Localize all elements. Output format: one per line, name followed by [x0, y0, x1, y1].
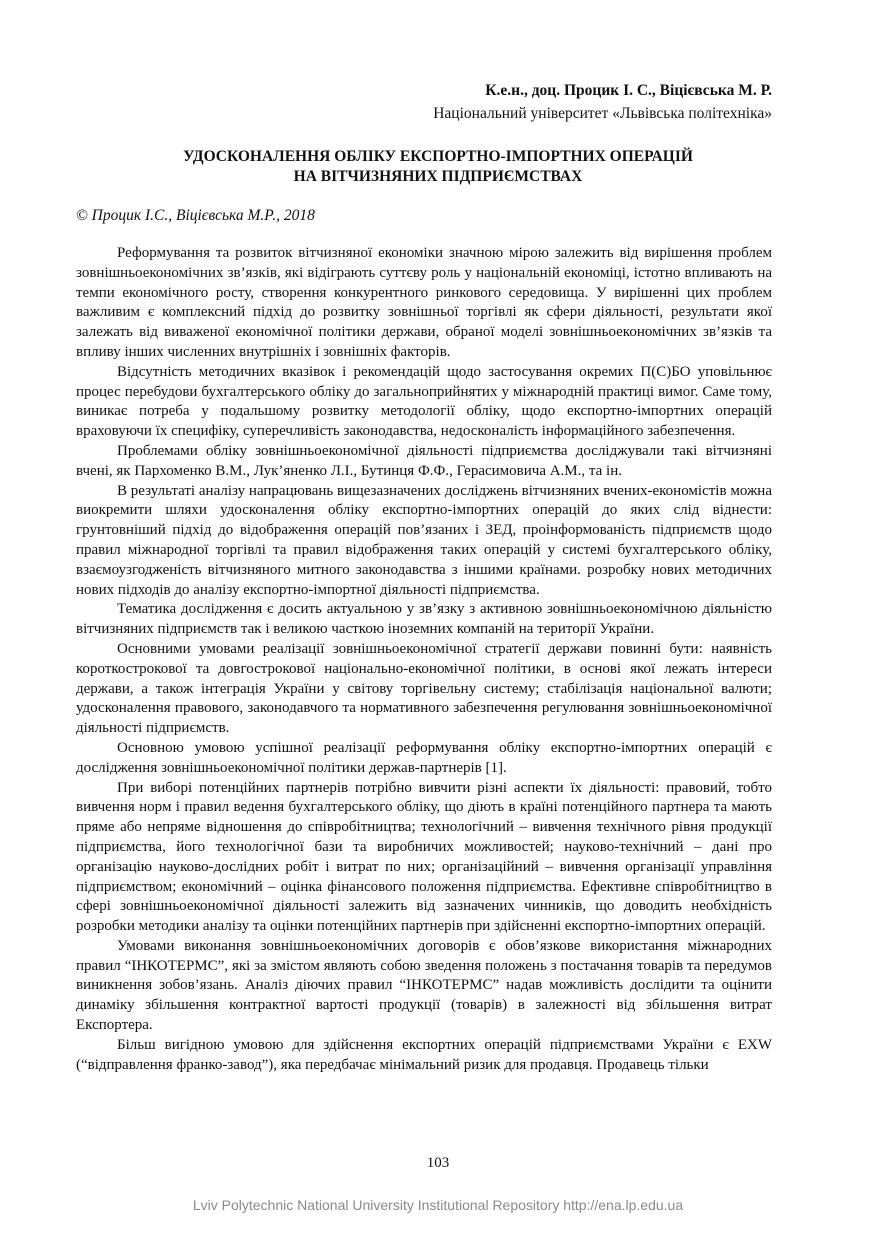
paragraph: Проблемами обліку зовнішньоекономічної діяльності підприємства досліджували такі вітчизняні вчені, як Пархоменко В.М., Лук’яненко Л.І., Бутинця Ф.Ф., Герасимовича А.М., та ін. — [76, 442, 772, 479]
title-line-1: УДОСКОНАЛЕННЯ ОБЛІКУ ЕКСПОРТНО-ІМПОРТНИХ ОПЕРАЦІЙ — [183, 148, 693, 165]
paragraph: Основними умовами реалізації зовнішньоекономічної стратегії держави повинні бути: наявність короткострокової та довгострокової національно-економічної політики, в основі якої лежать інтереси держави, а також інтеграція України у світову торгівельну систему; стабілізація національної валюти; удосконалення правового, законодавчого та нормативного забезпечення регулювання зовнішньоекономічної діяльності підприємств. — [76, 640, 772, 737]
article-title — [80, 147, 796, 187]
paragraph: Основною умовою успішної реалізації реформування обліку експортно-імпортних операцій є дослідження зовнішньоекономічної політики держав-партнерів [1]. — [76, 739, 772, 776]
paragraph: Умовами виконання зовнішньоекономічних договорів є обов’язкове використання міжнародних правил “ІНКОТЕРМС”, які за змістом являють собою зведення положень з постачання товарів та передумов виникнення зобов’язань. Аналіз діючих правил “ІНКОТЕРМС” надав можливість дослідити та оцінити динаміку збільшення контрактної вартості продукції (товарів) в залежності від збільшення витрат Експортера. — [76, 937, 772, 1034]
paragraph: Більш вигідною умовою для здійснення експортних операцій підприємствами України є EXW (“відправлення франко-завод”), яка передбачає мінімальний ризик для продавця. Продавець тільки — [76, 1036, 772, 1073]
paragraph: Тематика дослідження є досить актуальною у зв’язку з активною зовнішньоекономічною діяльністю вітчизняних підприємств так і великою часткою іноземних компаній на території України. — [76, 601, 772, 638]
page-number: 103 — [426, 1155, 450, 1171]
authors: К.е.н., доц. Процик І. С., Віцієвська М. Р. — [485, 82, 772, 99]
article-body — [76, 244, 772, 1075]
paragraph: В результаті аналізу напрацювань вищезазначених досліджень вітчизняних вчених-економістів можна виокремити шляхи удосконалення обліку експортно-імпортних операцій до яких слід віднести: грунтовніший підхід до відображення операцій пов’язаних і ЗЕД, проінформованість підприємств щодо правил міжнародної торгівлі та правил відображення таких операцій у системі бухгалтерського обліку, взаємоузгодженість вітчизняного митного законодавства з іншими країнами. розробку нових методичних нових підходів до аналізу експортно-імпортної діяльності підприємства. — [76, 482, 772, 598]
title-line-2: НА ВІТЧИЗНЯНИХ ПІДПРИЄМСТВАХ — [293, 168, 583, 185]
paragraph: Реформування та розвиток вітчизняної економіки значною мірою залежить від вирішення проблем зовнішньоекономічних зв’язків, які відіграють суттєву роль у національній економіці, істотно впливають на темпи економічного росту, створення конкурентного ринкового середовища. У вирішенні цих проблем важливим є комплексний підхід до розвитку зовнішньої торгівлі як сфери діяльності, результати якої залежать від виваженої економічної політики держави, обраної моделі зовнішньоекономічних зв’язків та впливу інших численних внутрішніх і зовнішніх факторів. — [76, 245, 772, 360]
paragraph: Відсутність методичних вказівок і рекомендацій щодо застосування окремих П(С)БО уповільнює процес перебудови бухгалтерського обліку до загальноприйнятих у міжнародній практиці вимог. Саме тому, виникає потреба у подальшому розвитку методології обліку, щодо експортно-імпортних операцій враховуючи їх специфіку, суперечливість законодавства, недосконалість інформаційного забезпечення. — [76, 363, 772, 440]
copyright-line: © Процик І.С., Віцієвська М.Р., 2018 — [76, 207, 315, 224]
affiliation: Національний університет «Львівська політехніка» — [433, 105, 772, 122]
paragraph: При виборі потенційних партнерів потрібно вивчити різні аспекти їх діяльності: правовий, тобто вивчення норм і правил ведення бухгалтерського обліку, що діють в країні потенційного партнера та мають пряме або непряме відношення до співробітництва; технологічний – вивчення технічного рівня продукції підприємства, його технологічної бази та виробничих можливостей; науково-технічний – дані про організацію науково-дослідних робіт і витрат по них; організаційний – вивчення організації управління підприємством; економічний – оцінка фінансового положення підприємства. Ефективне співробітництво в сфері зовнішньоекономічної діяльності залежить від зазначених чинників, що доводить необхідність розробки методики аналізу та оцінки потенційних партнерів при здійсненні експортно-імпортних операцій. — [76, 779, 772, 935]
repository-footer: Lviv Polytechnic National University Institutional Repository http://ena.lp.edu.ua — [192, 1197, 684, 1213]
